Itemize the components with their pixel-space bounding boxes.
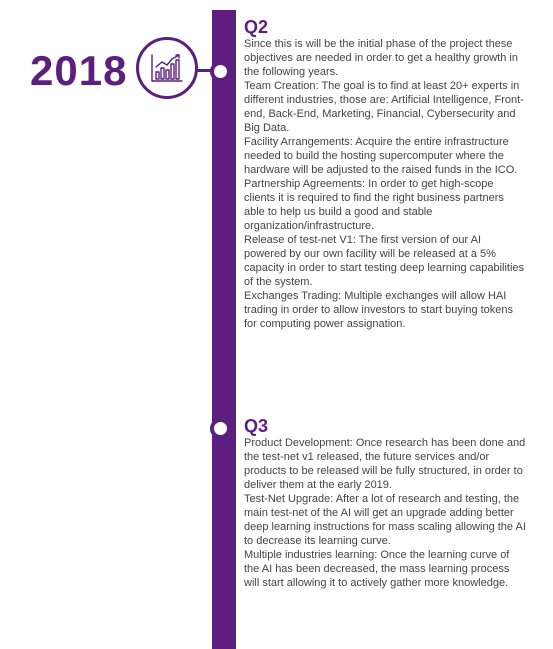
q2-team-creation-paragraph: Team Creation: The goal is to find at least 20+ experts in different industries, those are: Artificial Intelligence, Front-end, Back-End, Marketing, Financial, Cybersecurity and Big Data.: [244, 80, 524, 134]
year-icon-badge: [136, 37, 198, 99]
q3-product-development-paragraph: Product Development: Once research has been done and the test-net v1 released, the future services and/or products to be released will be fully structured, in order to deliver them at the early 2019.: [244, 437, 526, 491]
q2-partnership-paragraph: Partnership Agreements: In order to get high-scope clients it is required to find the right business partners able to help us build a good and stable organization/infrastructure.: [244, 178, 504, 232]
q2-testnet-release-paragraph: Release of test-net V1: The first version of our AI powered by our own facility will be released at a 5% capacity in order to start testing deep learning capabilities of the system.: [244, 234, 525, 288]
section-body-q2: [244, 37, 526, 331]
timeline-node-q3: [210, 418, 231, 439]
section-title-q2: Q2: [244, 17, 269, 37]
q3-multi-industry-paragraph: Multiple industries learning: Once the learning curve of the AI has been decreased, the mass learning process will start allowing it to actively gather more knowledge.: [244, 549, 510, 589]
q2-intro-paragraph: Since this is will be the initial phase of the project these objectives are needed in order to get a healthy growth in the following years.: [244, 38, 518, 78]
section-body-q3: [244, 436, 526, 590]
section-title-q3: Q3: [244, 416, 269, 436]
q2-facility-paragraph: Facility Arrangements: Acquire the entire infrastructure needed to build the hosting supercomputer where the hardware will be adjusted to the raised funds in the ICO.: [244, 136, 518, 176]
timeline-node-q2: [210, 61, 231, 82]
q2-exchanges-paragraph: Exchanges Trading: Multiple exchanges will allow HAI trading in order to allow investors to start buying tokens for computing power assignation.: [244, 290, 514, 330]
q3-testnet-upgrade-paragraph: Test-Net Upgrade: After a lot of research and testing, the main test-net of the AI will get an upgrade adding better deep learning instructions for mass scaling allowing the AI to decrease its learning curve.: [244, 493, 526, 547]
growth-chart-icon: [149, 52, 185, 84]
year-label: 2018: [30, 47, 128, 94]
timeline-bar: [212, 10, 236, 649]
